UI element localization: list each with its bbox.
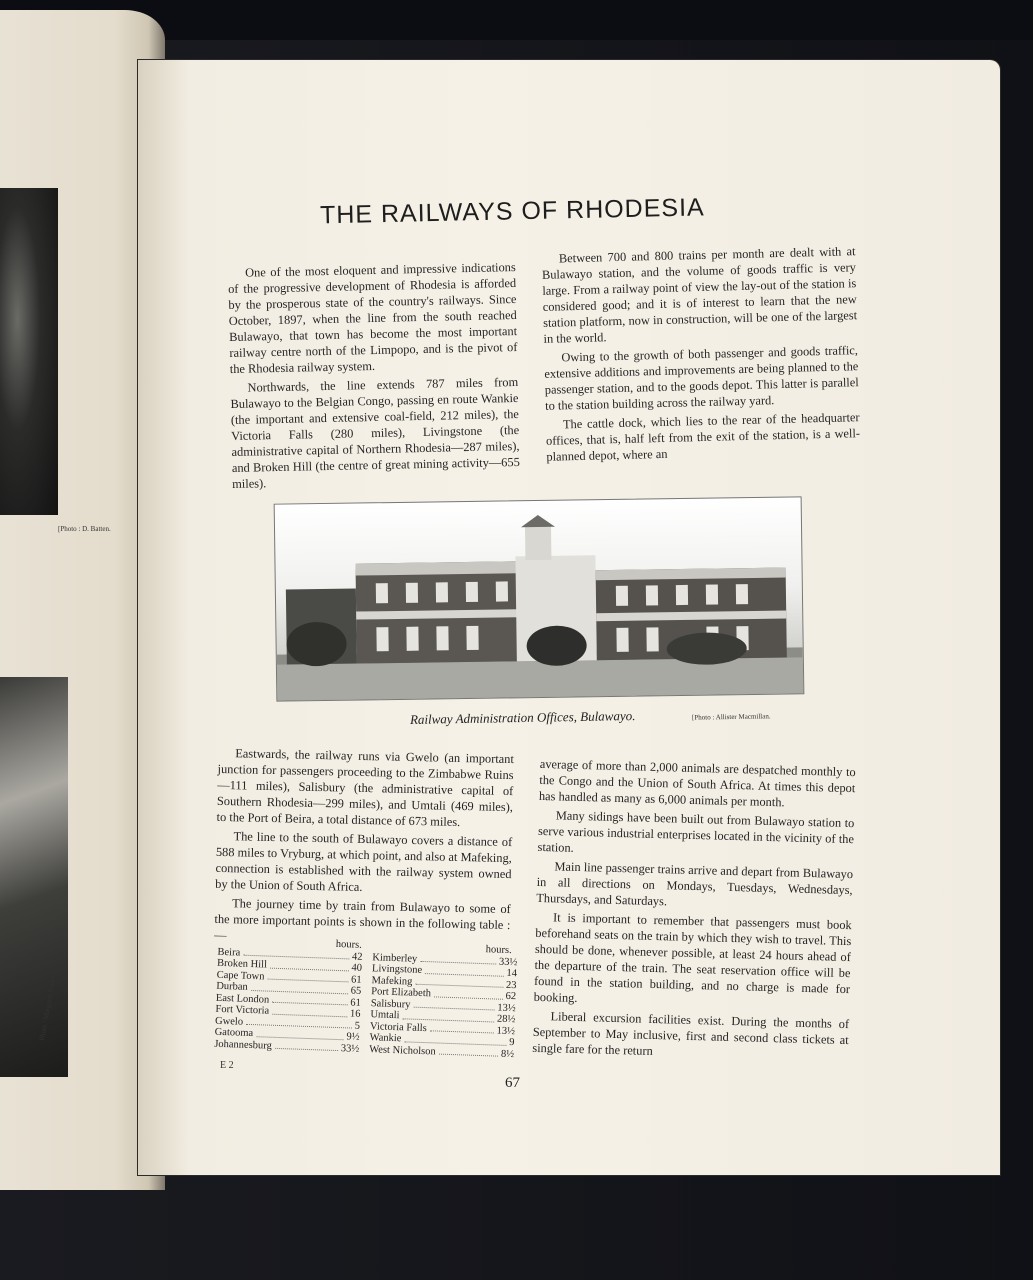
journey-hours: 33½ (340, 1042, 360, 1055)
left-page-photo-bottom (0, 677, 68, 1077)
paragraph: average of more than 2,000 animals are despatched monthly to the Congo and the Union of South Africa. At times this depot has handled as many as 6,000 animals per month. (538, 756, 856, 810)
paragraph: The cattle dock, which lies to the rear of the headquarter offices, that is, half left from the exit of the station, is a well-planned depot, where an (545, 410, 861, 464)
leader-dots (413, 999, 494, 1010)
journey-hours: 61 (350, 996, 362, 1009)
journey-hours: 65 (350, 985, 362, 997)
column-1 (228, 259, 521, 495)
journey-hours: 42 (351, 950, 363, 963)
leader-dots (439, 1046, 499, 1057)
journey-hours: 23 (505, 979, 517, 991)
journey-time-table (214, 935, 518, 1060)
leader-dots (420, 953, 496, 964)
destination: Durban (216, 980, 248, 993)
column-4 (532, 756, 856, 1067)
journey-hours: 62 (505, 990, 517, 1003)
paragraph: Eastwards, the railway runs via Gwelo (an important junction for passengers proceeding to the Zimbabwe Ruins—111 miles), Salisbury (the administrative capital of Southern Rhodesia—299 miles), and Umtali (469 miles), to the Port of Beira, a total distance of 673 miles. (216, 746, 515, 830)
leader-dots (415, 976, 503, 988)
destination: Cape Town (216, 969, 265, 982)
destination: Mafeking (371, 974, 413, 988)
leader-dots (272, 1006, 347, 1017)
paragraph: Owing to the growth of both passenger and goods traffic, extensive additions and improvements are being planned to the passenger station, and to the goods depot. This latter is parallel to the station building across the railway yard. (544, 343, 859, 413)
leader-dots (270, 960, 349, 971)
destination: West Nicholson (369, 1043, 436, 1057)
left-photo-credit-bottom: Photo : Margaret Forbes (38, 972, 58, 1042)
journey-hours: 61 (350, 973, 362, 986)
paragraph: The line to the south of Bulawayo covers a distance of 588 miles to Vryburg, at which point, and also at Mafeking, connection is established with the railway system owned by the Union of South Africa. (215, 829, 513, 894)
journey-hours: 9½ (346, 1031, 360, 1043)
left-photo-credit-top: [Photo : D. Batten. (58, 525, 111, 533)
left-page-photo-top (0, 188, 58, 515)
paragraph: Many sidings have been built out from Bulawayo station to serve various industrial enterprises located in the vicinity of the station. (537, 808, 855, 855)
journey-hours: 5 (354, 1020, 361, 1032)
hours-unit-label: hours. (335, 938, 363, 951)
destination: Fort Victoria (215, 1003, 270, 1017)
destination: Port Elizabeth (371, 986, 432, 1000)
destination: Beira (217, 946, 241, 959)
journey-hours: 33½ (498, 956, 518, 968)
journey-hours: 13½ (496, 1025, 516, 1037)
leader-dots (256, 1028, 344, 1040)
journey-hours: 9 (509, 1037, 515, 1049)
destination: Gwelo (214, 1015, 244, 1028)
leader-dots (434, 988, 503, 999)
paragraph: Between 700 and 800 trains per month are dealt with at Bulawayo station, and the volume of goods traffic is very large. From a railway point of view the lay-out of the station is considered good; and it is of interest to learn that the new station platform, now in construction, will be one of the largest in the world. (541, 244, 858, 346)
journey-hours: 40 (351, 962, 363, 974)
destination: Kimberley (372, 951, 418, 965)
destination: Livingstone (371, 963, 423, 976)
journey-hours: 13½ (497, 1002, 516, 1014)
photo-credit: [Photo : Allister Macmillan. (691, 712, 771, 722)
leader-dots (425, 965, 504, 976)
destination: Broken Hill (216, 957, 268, 971)
leader-dots (402, 1010, 494, 1022)
destination: Johannesburg (214, 1038, 273, 1052)
paragraph: The journey time by train from Bulawayo to some of the more important points is shown in the following table :— (214, 896, 511, 943)
destination: Wankie (369, 1032, 402, 1045)
destination: Salisbury (370, 997, 411, 1011)
journey-hours: 16 (349, 1008, 361, 1020)
destination: Victoria Falls (369, 1020, 427, 1034)
leader-dots (430, 1023, 494, 1034)
paragraph: It is important to remember that passengers must book beforehand seats on the train by which they wish to travel. This should be done, whenever possible, at least 24 hours ahead of the departure of the train. The seat reservation office will be found in the station building, and no charge is made for booking. (533, 910, 852, 1005)
leader-dots (267, 971, 348, 982)
railway-offices-photo (274, 496, 805, 701)
destination: Gatooma (214, 1026, 254, 1040)
page-title: THE RAILWAYS OF RHODESIA (319, 193, 705, 230)
table-column-right (369, 952, 518, 1060)
paragraph: Liberal excursion facilities exist. During the months of September to May inclusive, first and second class tickets at single fare for the return (532, 1009, 850, 1058)
destination: East London (215, 992, 270, 1006)
leader-dots (275, 1040, 338, 1051)
table-column-left (214, 946, 363, 1054)
journey-hours: 28½ (496, 1013, 516, 1026)
paragraph: Northwards, the line extends 787 miles from Bulawayo to the Belgian Congo, passing en route Wankie (the important and extensive coal-field, 212 miles), the Victoria Falls (280 miles), Livingstone (the administrative capital of Northern Rhodesia—287 miles), and Broken Hill (the centre of great mining activity—655 miles). (230, 374, 520, 491)
destination: Umtali (370, 1009, 400, 1022)
photo-caption: Railway Administration Offices, Bulawayo. (409, 708, 636, 727)
building-illustration (275, 497, 804, 700)
hours-unit-label: hours. (485, 944, 512, 957)
page-number: 67 (505, 1075, 520, 1091)
column-3 (214, 745, 514, 952)
paragraph: One of the most eloquent and impressive indications of the progressive development of Rhodesia is afforded by the prosperous state of the country's railways. Since October, 1897, when the line from the south reached Bulawayo, that town has become the most important railway centre north of the Limpopo, and is the pivot of the Rhodesia railway system. (227, 260, 518, 377)
journey-hours: 8½ (500, 1048, 515, 1060)
journey-hours: 14 (506, 967, 518, 980)
leader-dots (272, 994, 347, 1005)
signature-mark: E 2 (220, 1060, 234, 1071)
paragraph: Main line passenger trains arrive and depart from Bulawayo in all directions on Mondays, Tuesdays, Wednesdays, Thursdays, and Saturdays. (536, 859, 854, 909)
column-2 (541, 243, 860, 468)
